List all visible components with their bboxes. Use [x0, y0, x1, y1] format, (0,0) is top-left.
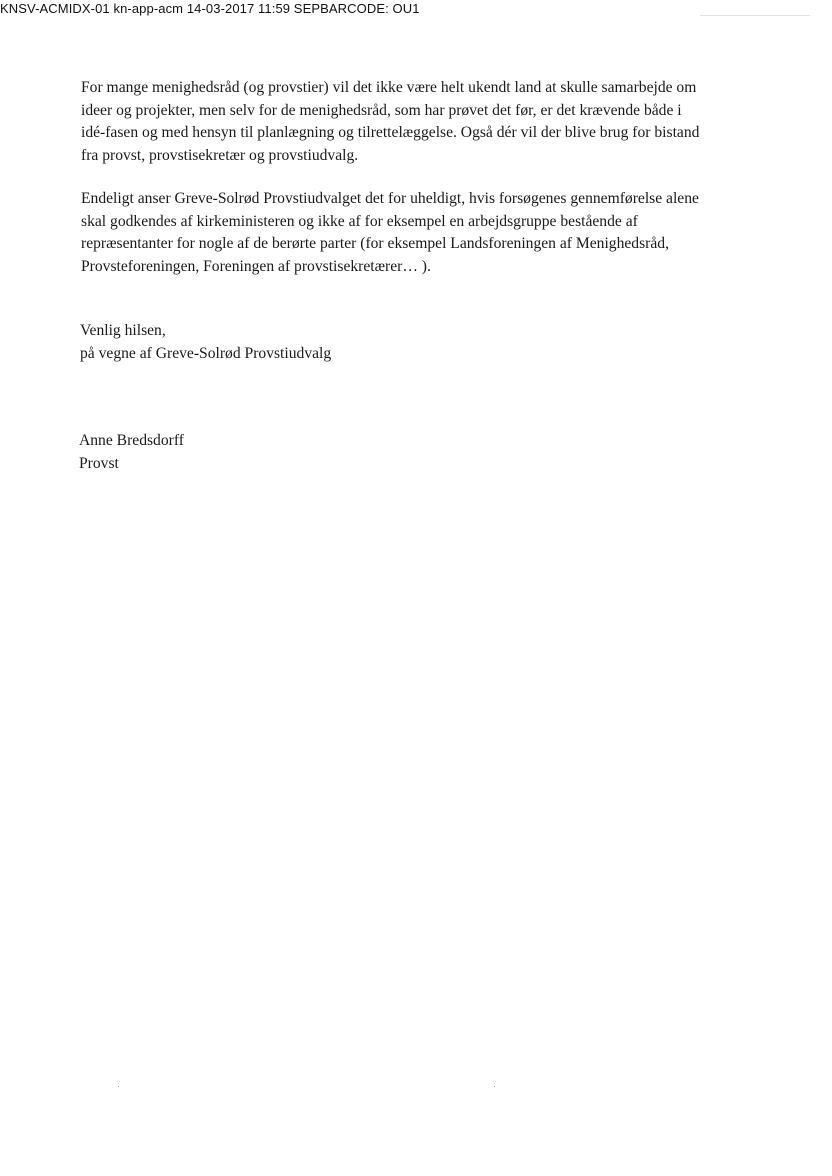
signer-name: Anne Bredsdorff [79, 432, 184, 449]
scan-header-stamp: KNSV-ACMIDX-01 kn-app-acm 14-03-2017 11:59 SEPBARCODE: OU1 [0, 1, 420, 16]
paragraph-line: fra provst, provstisekretær og provstiudvalg. [81, 146, 359, 164]
paragraph-line: repræsentanter for nogle af de berørte parter (for eksempel Landsforeningen af Menighedsråd, [81, 235, 669, 252]
closing-greeting: Venlig hilsen, [80, 322, 166, 339]
letter-signer [79, 430, 184, 475]
closing-on-behalf: på vegne af Greve-Solrød Provstiudvalg [80, 344, 332, 362]
paragraph-line: For mange menighedsråd (og provstier) vil det ikke være helt ukendt land at skulle samarbejde om [81, 79, 697, 96]
signer-title: Provst [79, 454, 119, 472]
paragraph-line: ideer og projekter, men selv for de menighedsråd, som har prøvet det før, er det krævende både i [81, 101, 682, 119]
paragraph-line: Endeligt anser Greve-Solrød Provstiudvalget det for uheldigt, hvis forsøgenes gennemførelse alene [81, 190, 699, 207]
scan-speck [118, 1086, 119, 1087]
paragraph-approval [81, 188, 751, 278]
scan-speck [494, 1086, 495, 1087]
paragraph-collaboration [81, 77, 751, 167]
letter-closing [80, 320, 331, 365]
letter-body [81, 77, 751, 278]
paragraph-line: skal godkendes af kirkeministeren og ikke af for eksempel en arbejdsgruppe bestående af [81, 212, 638, 230]
paragraph-line: Provsteforeningen, Foreningen af provstisekretærer… ). [81, 257, 431, 275]
scan-header-rule [700, 15, 810, 16]
paragraph-line: idé-fasen og med hensyn til planlægning og tilrettelæggelse. Også dér vil der blive brug for bistand [81, 124, 700, 141]
